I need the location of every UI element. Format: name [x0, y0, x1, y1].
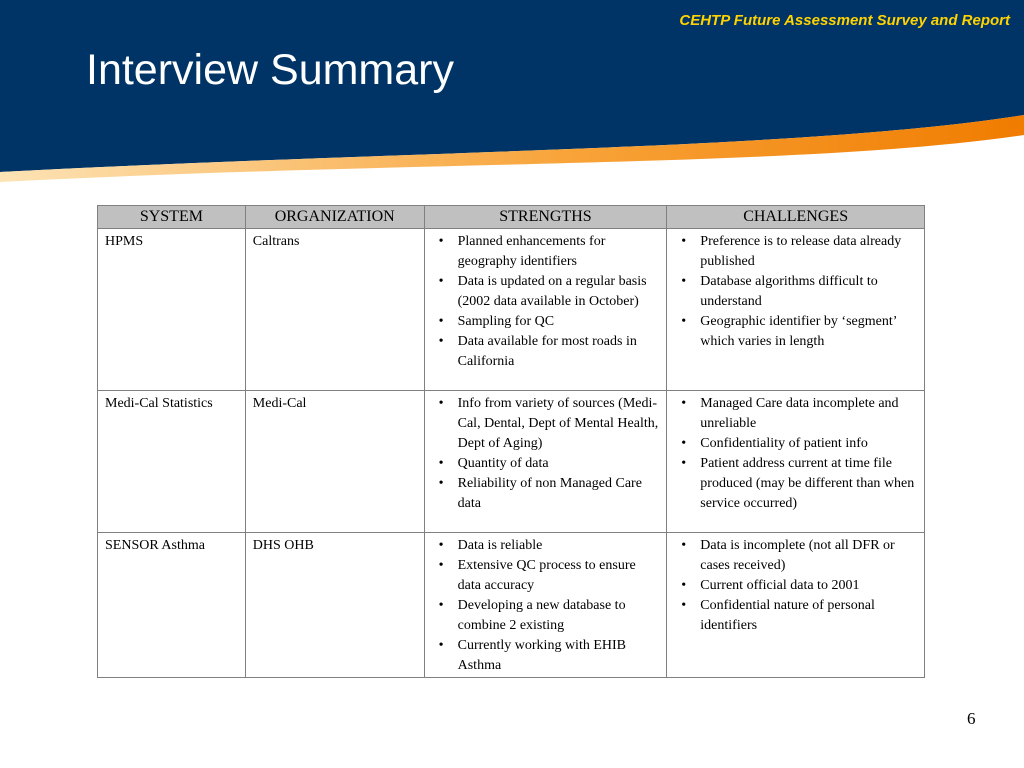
strengths-cell [424, 229, 667, 391]
list-item: • Quantity of data [432, 454, 662, 474]
strengths-list [432, 394, 662, 514]
list-item: • Extensive QC process to ensure data accuracy [432, 556, 662, 596]
list-item: • Data available for most roads in California [432, 332, 662, 372]
organization-cell: Medi-Cal [245, 391, 424, 533]
system-cell: HPMS [98, 229, 246, 391]
strengths-list [432, 232, 662, 372]
list-item: • Data is incomplete (not all DFR or cases received) [674, 536, 919, 576]
header-banner [0, 0, 1024, 200]
list-item: • Preference is to release data already published [674, 232, 919, 272]
interview-summary-table [97, 205, 925, 678]
challenges-list [674, 232, 919, 352]
list-item: • Info from variety of sources (Medi-Cal, Dental, Dept of Mental Health, Dept of Aging) [432, 394, 662, 454]
list-item: • Managed Care data incomplete and unreliable [674, 394, 919, 434]
organization-cell: Caltrans [245, 229, 424, 391]
list-item: • Reliability of non Managed Care data [432, 474, 662, 514]
list-item: • Sampling for QC [432, 312, 662, 332]
list-item: • Geographic identifier by ‘segment’ which varies in length [674, 312, 919, 352]
challenges-list [674, 536, 919, 636]
strengths-list [432, 536, 662, 676]
table-row [98, 229, 925, 391]
column-header-strengths: STRENGTHS [424, 206, 667, 229]
challenges-cell [667, 391, 925, 533]
list-item: • Current official data to 2001 [674, 576, 919, 596]
report-title: CEHTP Future Assessment Survey and Report [679, 12, 1010, 29]
list-item: • Confidentiality of patient info [674, 434, 919, 454]
list-item: • Developing a new database to combine 2 existing [432, 596, 662, 636]
column-header-challenges: CHALLENGES [667, 206, 925, 229]
strengths-cell [424, 391, 667, 533]
list-item: • Planned enhancements for geography identifiers [432, 232, 662, 272]
table-row [98, 391, 925, 533]
challenges-cell [667, 229, 925, 391]
challenges-list [674, 394, 919, 514]
column-header-organization: ORGANIZATION [245, 206, 424, 229]
list-item: • Patient address current at time file produced (may be different than when service occurred) [674, 454, 919, 514]
challenges-cell [667, 533, 925, 678]
list-item: • Data is updated on a regular basis (2002 data available in October) [432, 272, 662, 312]
column-header-system: SYSTEM [98, 206, 246, 229]
list-item: • Data is reliable [432, 536, 662, 556]
slide-title: Interview Summary [86, 46, 454, 94]
system-cell: SENSOR Asthma [98, 533, 246, 678]
list-item: • Confidential nature of personal identifiers [674, 596, 919, 636]
strengths-cell [424, 533, 667, 678]
table-header-row [98, 206, 925, 229]
list-item: • Currently working with EHIB Asthma [432, 636, 662, 676]
organization-cell: DHS OHB [245, 533, 424, 678]
list-item: • Database algorithms difficult to understand [674, 272, 919, 312]
page-number: 6 [967, 709, 976, 728]
table-row [98, 533, 925, 678]
system-cell: Medi-Cal Statistics [98, 391, 246, 533]
